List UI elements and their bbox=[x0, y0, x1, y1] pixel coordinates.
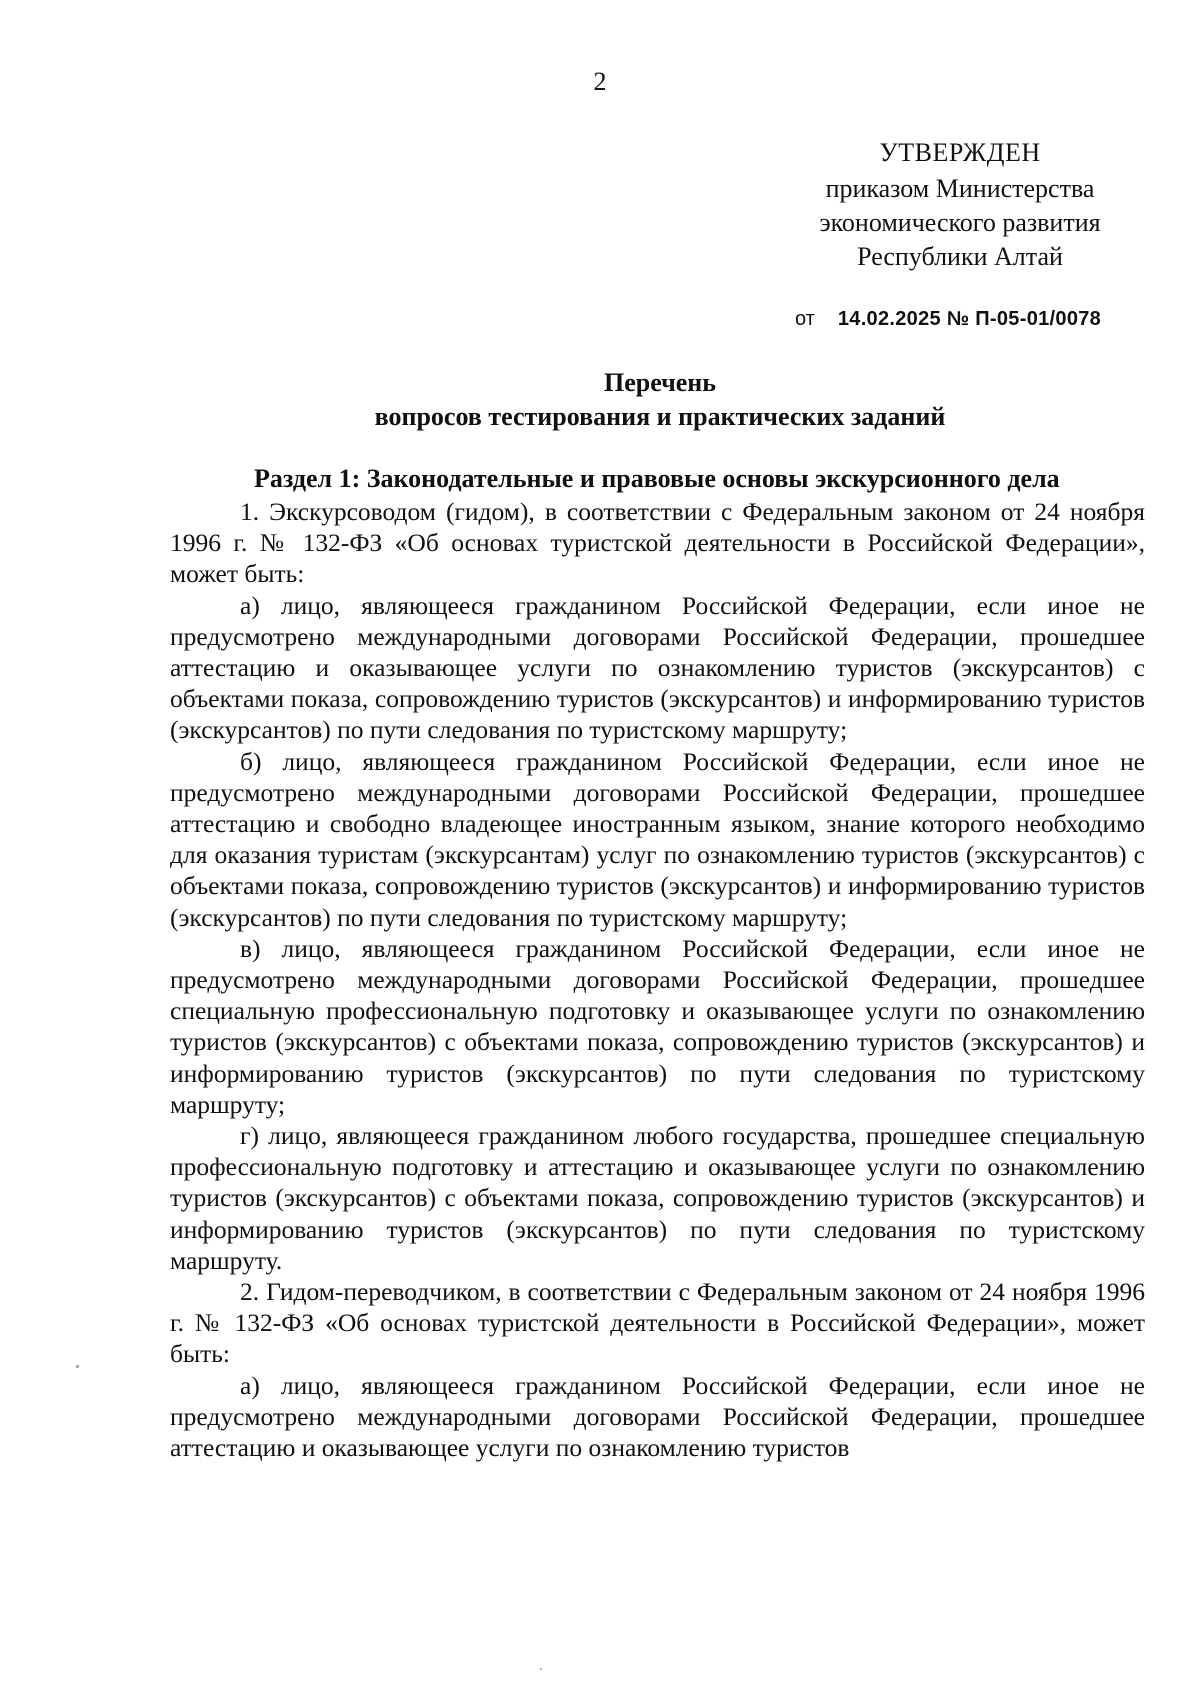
paragraph-option-b: б) лицо, являющееся гражданином Российской Федерации, если иное не предусмотрено международными договорами Российской Федерации, прошедшее аттестацию и свободно владеющее иностранным языком, знание которого необходимо для оказания туристам (экскурсантам) услуг по ознакомлению туристов (экскурсантов) с объектами показа, сопровождению туристов (экскурсантов) и информированию туристов (экскурсантов) по пути следования по туристскому маршруту; bbox=[170, 746, 1145, 932]
document-subtitle: вопросов тестирования и практических заданий bbox=[374, 402, 946, 431]
approval-block bbox=[780, 136, 1140, 274]
approval-line-2: экономического развития bbox=[819, 208, 1101, 237]
section-heading: Раздел 1: Законодательные и правовые основы экскурсионного дела bbox=[254, 464, 1060, 493]
paragraph-option-a-2: а) лицо, являющееся гражданином Российской Федерации, если иное не предусмотрено международными договорами Российской Федерации, прошедшее аттестацию и оказывающее услуги по ознакомлению туристов bbox=[170, 1370, 1145, 1463]
approval-line-3: Республики Алтай bbox=[857, 242, 1063, 271]
document-body bbox=[170, 496, 1145, 1463]
order-prefix: от bbox=[795, 308, 815, 330]
approval-line-1: приказом Министерства bbox=[825, 174, 1095, 203]
approval-title: УТВЕРЖДЕН bbox=[879, 138, 1041, 167]
paragraph-option-g: г) лицо, являющееся гражданином любого государства, прошедшее специальную профессиональную подготовку и аттестацию и оказывающее услуги по ознакомлению туристов (экскурсантов) с объектами показа, сопровождению туристов (экскурсантов) и информированию туристов (экскурсантов) по пути следования по туристскому маршруту. bbox=[170, 1121, 1145, 1275]
paragraph-option-a: а) лицо, являющееся гражданином Российской Федерации, если иное не предусмотрено международными договорами Российской Федерации, прошедшее аттестацию и оказывающее услуги по ознакомлению туристов (экскурсантов) с объектами показа, сопровождению туристов (экскурсантов) и информированию туристов (экскурсантов) по пути следования по туристскому маршруту; bbox=[170, 590, 1145, 745]
scan-speck bbox=[76, 1365, 79, 1368]
paragraph-question-2: 2. Гидом-переводчиком, в соответствии с Федеральным законом от 24 ноября 1996 г. № 132-ФЗ «Об основах туристской деятельности в Российской Федерации», может быть: bbox=[170, 1277, 1145, 1369]
order-reference bbox=[795, 305, 1145, 333]
page-number: 2 bbox=[593, 67, 607, 96]
order-number: 14.02.2025 № П-05-01/0078 bbox=[837, 308, 1102, 330]
document-title: Перечень bbox=[603, 368, 717, 397]
paragraph-option-v: в) лицо, являющееся гражданином Российской Федерации, если иное не предусмотрено международными договорами Российской Федерации, прошедшее специальную профессиональную подготовку и оказывающее услуги по ознакомлению туристов (экскурсантов) с объектами показа, сопровождению туристов (экскурсантов) и информированию туристов (экскурсантов) по пути следования по туристскому маршруту; bbox=[170, 933, 1145, 1119]
paragraph-question-1: 1. Экскурсоводом (гидом), в соответствии с Федеральным законом от 24 ноября 1996 г. № 132-ФЗ «Об основах туристской деятельности в Российской Федерации», может быть: bbox=[170, 497, 1145, 589]
scan-speck bbox=[540, 1668, 542, 1670]
